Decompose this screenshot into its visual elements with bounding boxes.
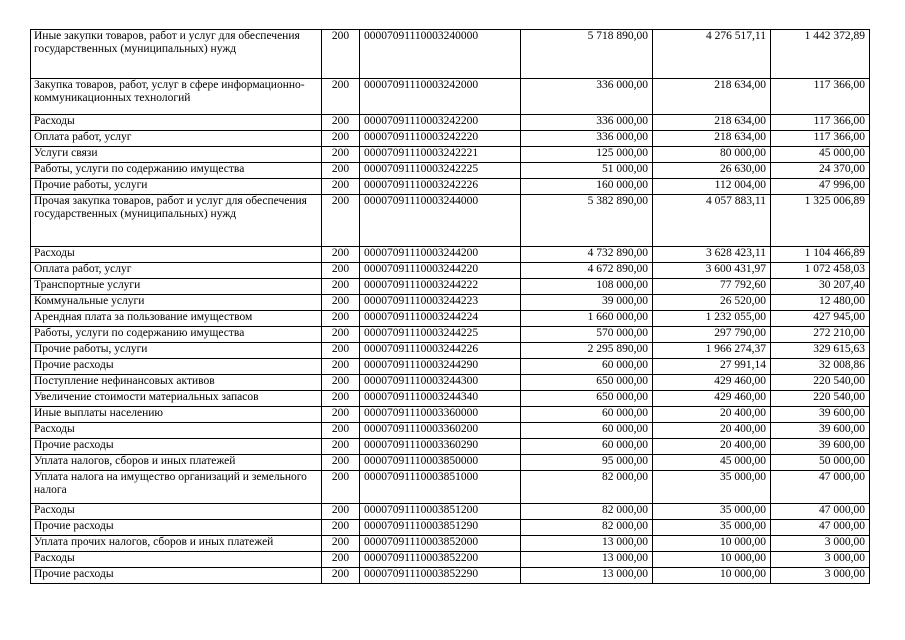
table-row (31, 195, 870, 247)
row-kbk-cell: 00007091110003244225 (360, 327, 521, 343)
row-name-cell: Прочие расходы (31, 359, 322, 375)
row-code-cell: 200 (322, 163, 360, 179)
row-name-cell: Прочие расходы (31, 520, 322, 536)
row-approved-cell: 82 000,00 (521, 471, 653, 504)
row-name-cell: Прочие расходы (31, 439, 322, 455)
row-code-cell: 200 (322, 439, 360, 455)
row-code-cell: 200 (322, 327, 360, 343)
table-row (31, 279, 870, 295)
row-executed-cell: 35 000,00 (653, 471, 771, 504)
row-kbk-cell: 00007091110003244200 (360, 247, 521, 263)
row-approved-cell: 336 000,00 (521, 115, 653, 131)
row-approved-cell: 336 000,00 (521, 79, 653, 115)
row-remaining-cell: 50 000,00 (771, 455, 870, 471)
row-remaining-cell: 427 945,00 (771, 311, 870, 327)
row-name-cell: Расходы (31, 504, 322, 520)
table-row (31, 536, 870, 552)
row-code-cell: 200 (322, 423, 360, 439)
row-kbk-cell: 00007091110003851200 (360, 504, 521, 520)
row-remaining-cell: 117 366,00 (771, 131, 870, 147)
row-name-cell: Услуги связи (31, 147, 322, 163)
row-approved-cell: 5 718 890,00 (521, 30, 653, 79)
row-name-cell: Работы, услуги по содержанию имущества (31, 327, 322, 343)
row-approved-cell: 39 000,00 (521, 295, 653, 311)
row-executed-cell: 26 520,00 (653, 295, 771, 311)
row-approved-cell: 82 000,00 (521, 520, 653, 536)
row-code-cell: 200 (322, 147, 360, 163)
row-executed-cell: 3 628 423,11 (653, 247, 771, 263)
row-executed-cell: 80 000,00 (653, 147, 771, 163)
table-row (31, 552, 870, 568)
row-executed-cell: 1 966 274,37 (653, 343, 771, 359)
row-executed-cell: 112 004,00 (653, 179, 771, 195)
row-executed-cell: 20 400,00 (653, 407, 771, 423)
row-approved-cell: 1 660 000,00 (521, 311, 653, 327)
row-kbk-cell: 00007091110003852000 (360, 536, 521, 552)
row-approved-cell: 570 000,00 (521, 327, 653, 343)
row-code-cell: 200 (322, 79, 360, 115)
row-executed-cell: 10 000,00 (653, 536, 771, 552)
table-row (31, 30, 870, 79)
row-approved-cell: 108 000,00 (521, 279, 653, 295)
row-kbk-cell: 00007091110003244300 (360, 375, 521, 391)
row-code-cell: 200 (322, 471, 360, 504)
row-remaining-cell: 47 000,00 (771, 520, 870, 536)
row-code-cell: 200 (322, 195, 360, 247)
row-name-cell: Коммунальные услуги (31, 295, 322, 311)
row-approved-cell: 60 000,00 (521, 423, 653, 439)
row-name-cell: Поступление нефинансовых активов (31, 375, 322, 391)
row-approved-cell: 2 295 890,00 (521, 343, 653, 359)
row-name-cell: Расходы (31, 423, 322, 439)
row-executed-cell: 20 400,00 (653, 439, 771, 455)
table-row (31, 179, 870, 195)
row-name-cell: Арендная плата за пользование имуществом (31, 311, 322, 327)
row-name-cell: Закупка товаров, работ, услуг в сфере информационно-коммуникационных технологий (31, 79, 322, 115)
row-remaining-cell: 1 104 466,89 (771, 247, 870, 263)
row-executed-cell: 297 790,00 (653, 327, 771, 343)
table-row (31, 455, 870, 471)
row-approved-cell: 650 000,00 (521, 375, 653, 391)
row-name-cell: Транспортные услуги (31, 279, 322, 295)
table-row (31, 439, 870, 455)
row-kbk-cell: 00007091110003851000 (360, 471, 521, 504)
row-remaining-cell: 3 000,00 (771, 568, 870, 584)
row-approved-cell: 650 000,00 (521, 391, 653, 407)
row-approved-cell: 13 000,00 (521, 568, 653, 584)
row-code-cell: 200 (322, 30, 360, 79)
row-kbk-cell: 00007091110003244222 (360, 279, 521, 295)
row-approved-cell: 13 000,00 (521, 552, 653, 568)
row-code-cell: 200 (322, 247, 360, 263)
row-approved-cell: 4 732 890,00 (521, 247, 653, 263)
row-kbk-cell: 00007091110003244220 (360, 263, 521, 279)
row-kbk-cell: 00007091110003851290 (360, 520, 521, 536)
row-executed-cell: 218 634,00 (653, 79, 771, 115)
row-approved-cell: 4 672 890,00 (521, 263, 653, 279)
table-row (31, 311, 870, 327)
row-code-cell: 200 (322, 343, 360, 359)
row-remaining-cell: 39 600,00 (771, 423, 870, 439)
table-row (31, 163, 870, 179)
row-kbk-cell: 00007091110003242226 (360, 179, 521, 195)
table-row (31, 471, 870, 504)
table-body (31, 30, 870, 584)
table-row (31, 423, 870, 439)
row-executed-cell: 26 630,00 (653, 163, 771, 179)
row-name-cell: Прочие расходы (31, 568, 322, 584)
row-code-cell: 200 (322, 552, 360, 568)
table-row (31, 407, 870, 423)
row-remaining-cell: 45 000,00 (771, 147, 870, 163)
row-remaining-cell: 117 366,00 (771, 115, 870, 131)
row-kbk-cell: 00007091110003242220 (360, 131, 521, 147)
row-name-cell: Прочие работы, услуги (31, 179, 322, 195)
row-kbk-cell: 00007091110003852200 (360, 552, 521, 568)
row-approved-cell: 5 382 890,00 (521, 195, 653, 247)
row-executed-cell: 35 000,00 (653, 504, 771, 520)
table-row (31, 115, 870, 131)
row-approved-cell: 13 000,00 (521, 536, 653, 552)
table-row (31, 131, 870, 147)
row-remaining-cell: 1 072 458,03 (771, 263, 870, 279)
row-executed-cell: 218 634,00 (653, 131, 771, 147)
table-row (31, 327, 870, 343)
row-kbk-cell: 00007091110003244290 (360, 359, 521, 375)
row-name-cell: Иные закупки товаров, работ и услуг для обеспечения государственных (муниципальных) нужд (31, 30, 322, 79)
table-row (31, 359, 870, 375)
table-row (31, 79, 870, 115)
row-name-cell: Уплата прочих налогов, сборов и иных платежей (31, 536, 322, 552)
row-kbk-cell: 00007091110003850000 (360, 455, 521, 471)
row-approved-cell: 60 000,00 (521, 439, 653, 455)
row-kbk-cell: 00007091110003244223 (360, 295, 521, 311)
row-code-cell: 200 (322, 295, 360, 311)
row-name-cell: Работы, услуги по содержанию имущества (31, 163, 322, 179)
row-executed-cell: 77 792,60 (653, 279, 771, 295)
table-row (31, 263, 870, 279)
row-executed-cell: 4 057 883,11 (653, 195, 771, 247)
row-code-cell: 200 (322, 279, 360, 295)
table-row (31, 375, 870, 391)
row-remaining-cell: 272 210,00 (771, 327, 870, 343)
row-kbk-cell: 00007091110003244224 (360, 311, 521, 327)
row-executed-cell: 429 460,00 (653, 391, 771, 407)
row-approved-cell: 160 000,00 (521, 179, 653, 195)
row-code-cell: 200 (322, 391, 360, 407)
row-code-cell: 200 (322, 263, 360, 279)
row-executed-cell: 1 232 055,00 (653, 311, 771, 327)
table-row (31, 520, 870, 536)
row-remaining-cell: 220 540,00 (771, 375, 870, 391)
row-code-cell: 200 (322, 311, 360, 327)
row-approved-cell: 336 000,00 (521, 131, 653, 147)
row-remaining-cell: 30 207,40 (771, 279, 870, 295)
row-remaining-cell: 1 442 372,89 (771, 30, 870, 79)
row-kbk-cell: 00007091110003360200 (360, 423, 521, 439)
row-approved-cell: 82 000,00 (521, 504, 653, 520)
row-name-cell: Иные выплаты населению (31, 407, 322, 423)
row-kbk-cell: 00007091110003244000 (360, 195, 521, 247)
row-approved-cell: 51 000,00 (521, 163, 653, 179)
row-remaining-cell: 1 325 006,89 (771, 195, 870, 247)
row-remaining-cell: 220 540,00 (771, 391, 870, 407)
row-remaining-cell: 32 008,86 (771, 359, 870, 375)
row-executed-cell: 429 460,00 (653, 375, 771, 391)
row-remaining-cell: 117 366,00 (771, 79, 870, 115)
row-remaining-cell: 12 480,00 (771, 295, 870, 311)
row-executed-cell: 4 276 517,11 (653, 30, 771, 79)
row-executed-cell: 20 400,00 (653, 423, 771, 439)
row-code-cell: 200 (322, 455, 360, 471)
row-approved-cell: 95 000,00 (521, 455, 653, 471)
row-remaining-cell: 39 600,00 (771, 407, 870, 423)
row-kbk-cell: 00007091110003242225 (360, 163, 521, 179)
table-row (31, 391, 870, 407)
row-approved-cell: 60 000,00 (521, 407, 653, 423)
row-code-cell: 200 (322, 568, 360, 584)
row-code-cell: 200 (322, 536, 360, 552)
row-code-cell: 200 (322, 504, 360, 520)
table-row (31, 247, 870, 263)
row-kbk-cell: 00007091110003852290 (360, 568, 521, 584)
row-remaining-cell: 39 600,00 (771, 439, 870, 455)
row-remaining-cell: 47 996,00 (771, 179, 870, 195)
budget-execution-table (30, 29, 870, 584)
row-kbk-cell: 00007091110003360000 (360, 407, 521, 423)
row-remaining-cell: 47 000,00 (771, 504, 870, 520)
row-executed-cell: 45 000,00 (653, 455, 771, 471)
row-kbk-cell: 00007091110003244340 (360, 391, 521, 407)
table-row (31, 568, 870, 584)
row-code-cell: 200 (322, 520, 360, 536)
row-name-cell: Уплата налогов, сборов и иных платежей (31, 455, 322, 471)
row-name-cell: Расходы (31, 115, 322, 131)
table-row (31, 295, 870, 311)
row-name-cell: Расходы (31, 552, 322, 568)
table-row (31, 343, 870, 359)
row-name-cell: Прочие работы, услуги (31, 343, 322, 359)
row-executed-cell: 35 000,00 (653, 520, 771, 536)
row-kbk-cell: 00007091110003242200 (360, 115, 521, 131)
row-name-cell: Уплата налога на имущество организаций и земельного налога (31, 471, 322, 504)
table-row (31, 504, 870, 520)
row-approved-cell: 60 000,00 (521, 359, 653, 375)
row-code-cell: 200 (322, 375, 360, 391)
row-name-cell: Увеличение стоимости материальных запасов (31, 391, 322, 407)
row-executed-cell: 10 000,00 (653, 552, 771, 568)
row-approved-cell: 125 000,00 (521, 147, 653, 163)
row-name-cell: Расходы (31, 247, 322, 263)
row-code-cell: 200 (322, 359, 360, 375)
table-row (31, 147, 870, 163)
row-executed-cell: 3 600 431,97 (653, 263, 771, 279)
row-code-cell: 200 (322, 131, 360, 147)
row-code-cell: 200 (322, 115, 360, 131)
row-executed-cell: 10 000,00 (653, 568, 771, 584)
row-kbk-cell: 00007091110003240000 (360, 30, 521, 79)
row-name-cell: Оплата работ, услуг (31, 131, 322, 147)
row-name-cell: Прочая закупка товаров, работ и услуг для обеспечения государственных (муниципальных) нужд (31, 195, 322, 247)
row-kbk-cell: 00007091110003242000 (360, 79, 521, 115)
row-remaining-cell: 3 000,00 (771, 536, 870, 552)
row-code-cell: 200 (322, 407, 360, 423)
row-remaining-cell: 47 000,00 (771, 471, 870, 504)
row-code-cell: 200 (322, 179, 360, 195)
row-executed-cell: 27 991,14 (653, 359, 771, 375)
row-remaining-cell: 3 000,00 (771, 552, 870, 568)
row-remaining-cell: 24 370,00 (771, 163, 870, 179)
row-executed-cell: 218 634,00 (653, 115, 771, 131)
row-kbk-cell: 00007091110003360290 (360, 439, 521, 455)
row-kbk-cell: 00007091110003244226 (360, 343, 521, 359)
row-kbk-cell: 00007091110003242221 (360, 147, 521, 163)
row-name-cell: Оплата работ, услуг (31, 263, 322, 279)
row-remaining-cell: 329 615,63 (771, 343, 870, 359)
